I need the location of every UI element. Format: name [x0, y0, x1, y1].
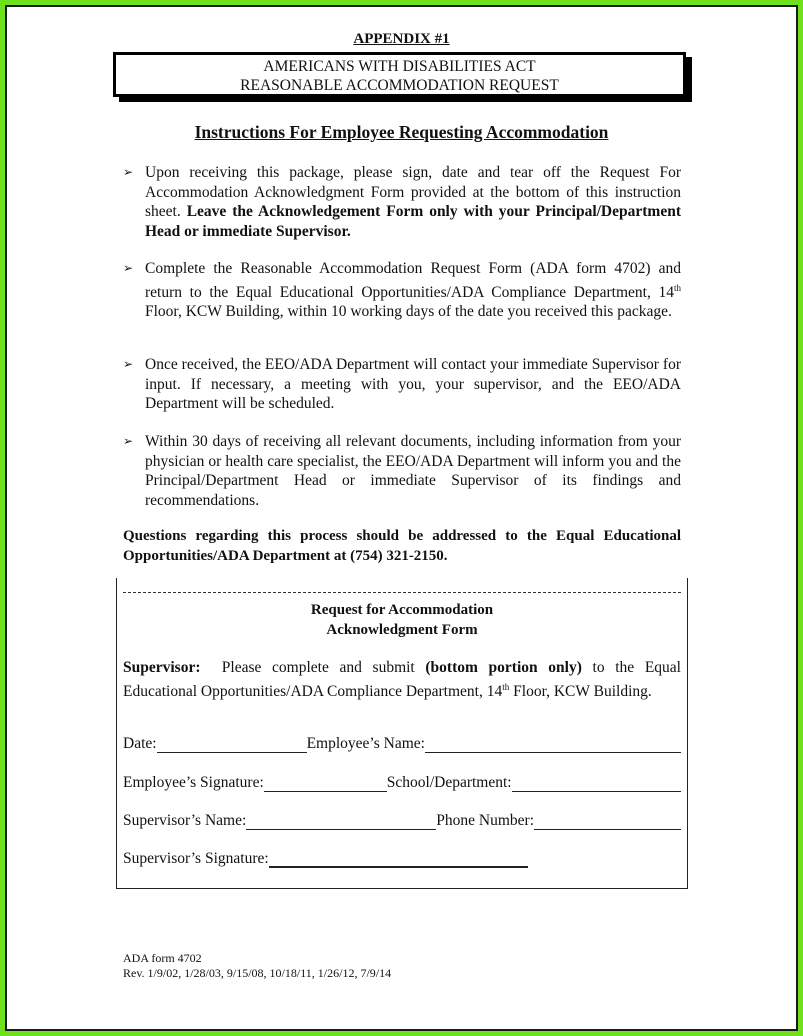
date-field[interactable] [157, 737, 307, 753]
arrow-bullet-icon: ➢ [123, 261, 134, 275]
school-department-field[interactable] [512, 776, 681, 792]
appendix-label: APPENDIX #1 [353, 31, 450, 47]
title-box [113, 52, 686, 97]
bold-text: (bottom portion only) [425, 659, 582, 676]
text: to the Equal Educational Opportunities/ADA Compliance Department, 14 [123, 659, 681, 700]
supervisor-signature-label: Supervisor’s Signature: [123, 850, 269, 867]
form-title-1: Request for Accommodation [310, 602, 494, 618]
bullet-bold-text: Leave the Acknowledgement Form only with your Principal/Department Head or immediate Supervisor. [145, 203, 681, 240]
questions-note: Questions regarding this process should be addressed to the Equal Educational Opportunities/ADA Department at (754) 321-2150. [123, 528, 681, 564]
phone-number-label: Phone Number: [436, 812, 535, 829]
bullet-text: Within 30 days of receiving all relevant documents, including information from your physician or health care specialist, the EEO/ADA Department will inform you and the Principal/Department Head or immediate Supervisor of its findings and recommendations. [145, 433, 681, 509]
employee-name-field[interactable] [425, 737, 681, 753]
arrow-bullet-icon: ➢ [123, 357, 134, 371]
bullet-item [123, 163, 681, 241]
bullet-item [123, 355, 681, 414]
instructions-heading: Instructions For Employee Requesting Accommodation [194, 122, 609, 142]
title-line-1: AMERICANS WITH DISABILITIES ACT [263, 58, 536, 75]
text: Floor, KCW Building. [509, 682, 652, 700]
bullet-item [123, 432, 681, 510]
supervisor-name-field[interactable] [246, 814, 436, 830]
bullet-item [123, 259, 681, 322]
supervisor-name-label: Supervisor’s Name: [123, 812, 247, 829]
footer [123, 951, 391, 981]
form-number: ADA form 4702 [123, 951, 202, 965]
supervisor-signature-field[interactable] [269, 852, 528, 868]
school-department-label: School/Department: [386, 774, 512, 791]
superscript: th [502, 681, 510, 692]
supervisor-label: Supervisor: [123, 659, 201, 676]
title-line-2: REASONABLE ACCOMMODATION REQUEST [240, 77, 559, 94]
tear-off-line [123, 592, 681, 593]
employee-signature-label: Employee’s Signature: [123, 774, 264, 791]
bullet-text: Upon receiving this package, please sign, date and tear off the Request For Accommodation Acknowledgment Form provided at the bottom of this instruction sheet. [145, 164, 681, 220]
bullet-text: Floor, KCW Building, within 10 working days of the date you received this package. [145, 303, 672, 321]
phone-number-field[interactable] [534, 814, 681, 830]
arrow-bullet-icon: ➢ [123, 434, 134, 448]
text: Please complete and submit [200, 659, 426, 676]
employee-name-label: Employee’s Name: [306, 735, 425, 752]
employee-signature-field[interactable] [264, 776, 387, 792]
bullet-text: Once received, the EEO/ADA Department will contact your immediate Supervisor for input. If necessary, a meeting with you, your supervisor, and the EEO/ADA Department will be scheduled. [145, 356, 681, 412]
revision-dates: Rev. 1/9/02, 1/28/03, 9/15/08, 10/18/11, 1/26/12, 7/9/14 [123, 966, 392, 980]
bullet-text: Complete the Reasonable Accommodation Request Form (ADA form 4702) and return to the Equal Educational Opportunities/ADA Compliance Department, 14 [145, 260, 681, 301]
acknowledgment-form [116, 578, 688, 889]
arrow-bullet-icon: ➢ [123, 165, 134, 179]
supervisor-instructions [123, 658, 681, 701]
date-label: Date: [123, 735, 157, 752]
superscript: th [673, 282, 681, 293]
form-title-2: Acknowledgment Form [326, 621, 478, 638]
